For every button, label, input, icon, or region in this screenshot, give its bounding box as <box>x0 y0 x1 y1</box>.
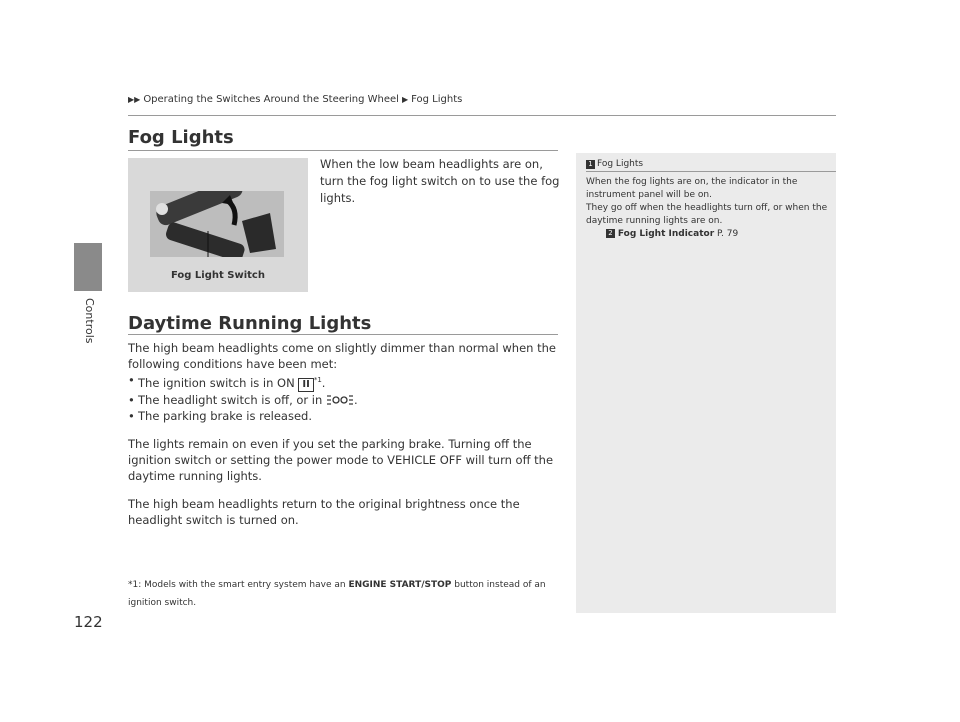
reference-arrow-icon: 2 <box>606 229 615 238</box>
fog-light-switch-figure <box>128 158 308 292</box>
stalk-illustration <box>150 191 284 257</box>
drl-paragraph-1: The lights remain on even if you set the parking brake. Turning off the ignition switch or setting the power mode to VEHICLE OFF will turn off the daytime running lights. <box>128 436 554 483</box>
reference-page: P. 79 <box>717 229 739 239</box>
breadcrumb-arrow-icon: ▶▶ <box>128 95 141 104</box>
side-note-line2: They go off when the headlights turn off, or when the daytime running lights are on. <box>586 203 828 226</box>
page-number: 122 <box>74 613 103 631</box>
drl-intro: The high beam headlights come on slightly dimmer than normal when the following conditions have been met: <box>128 341 556 371</box>
footnote-ref: *1 <box>313 376 322 384</box>
side-note-title-text: Fog Lights <box>597 159 644 169</box>
side-note-panel <box>576 153 836 613</box>
parking-lights-icon <box>326 393 354 407</box>
fog-lights-text: When the low beam headlights are on, turn the fog light switch on to use the fog lights. <box>320 157 560 205</box>
daytime-running-lights-heading: Daytime Running Lights <box>128 313 372 334</box>
side-note-title <box>586 159 643 169</box>
note-marker-icon: 1 <box>586 160 595 169</box>
figure-photo-area <box>150 191 284 257</box>
ignition-key-icon: II <box>298 378 313 392</box>
footnote-bold: ENGINE START/STOP <box>348 580 452 590</box>
fog-light-indicator-link[interactable] <box>586 228 831 241</box>
side-note-body <box>586 176 831 241</box>
breadcrumb-level2: Fog Lights <box>411 94 463 105</box>
section-tab-label: Controls <box>83 298 96 344</box>
bullet1-end: . <box>321 375 326 390</box>
footnote-prefix: *1: Models with the smart entry system have an <box>128 580 346 590</box>
breadcrumb <box>128 94 462 105</box>
drl-heading-rule <box>128 334 558 335</box>
drl-paragraph-2: The high beam headlights return to the original brightness once the headlight switch is turned on. <box>128 496 520 527</box>
bullet2-text: The headlight switch is off, or in <box>138 392 323 407</box>
bullet2-end: . <box>353 392 358 407</box>
footnote <box>128 576 558 612</box>
side-note-rule <box>586 171 836 172</box>
fog-heading-rule <box>128 150 558 151</box>
figure-caption: Fog Light Switch <box>171 270 265 281</box>
breadcrumb-arrow-icon: ▶ <box>401 95 409 104</box>
fog-lights-heading: Fog Lights <box>128 127 234 148</box>
section-tab-marker <box>74 243 102 291</box>
breadcrumb-level1: Operating the Switches Around the Steering Wheel <box>143 94 399 105</box>
list-item <box>128 372 558 392</box>
footnote-suffix: button instead of an ignition switch. <box>128 580 546 608</box>
reference-label: Fog Light Indicator <box>617 229 715 239</box>
list-item: • The parking brake is released. <box>128 408 558 424</box>
bullet1-text: The ignition switch is in ON <box>138 375 295 390</box>
header-rule <box>128 115 836 116</box>
drl-conditions-list <box>128 372 558 424</box>
side-note-line1: When the fog lights are on, the indicator in the instrument panel will be on. <box>586 177 798 200</box>
drl-body <box>128 340 558 528</box>
list-item <box>128 392 558 408</box>
